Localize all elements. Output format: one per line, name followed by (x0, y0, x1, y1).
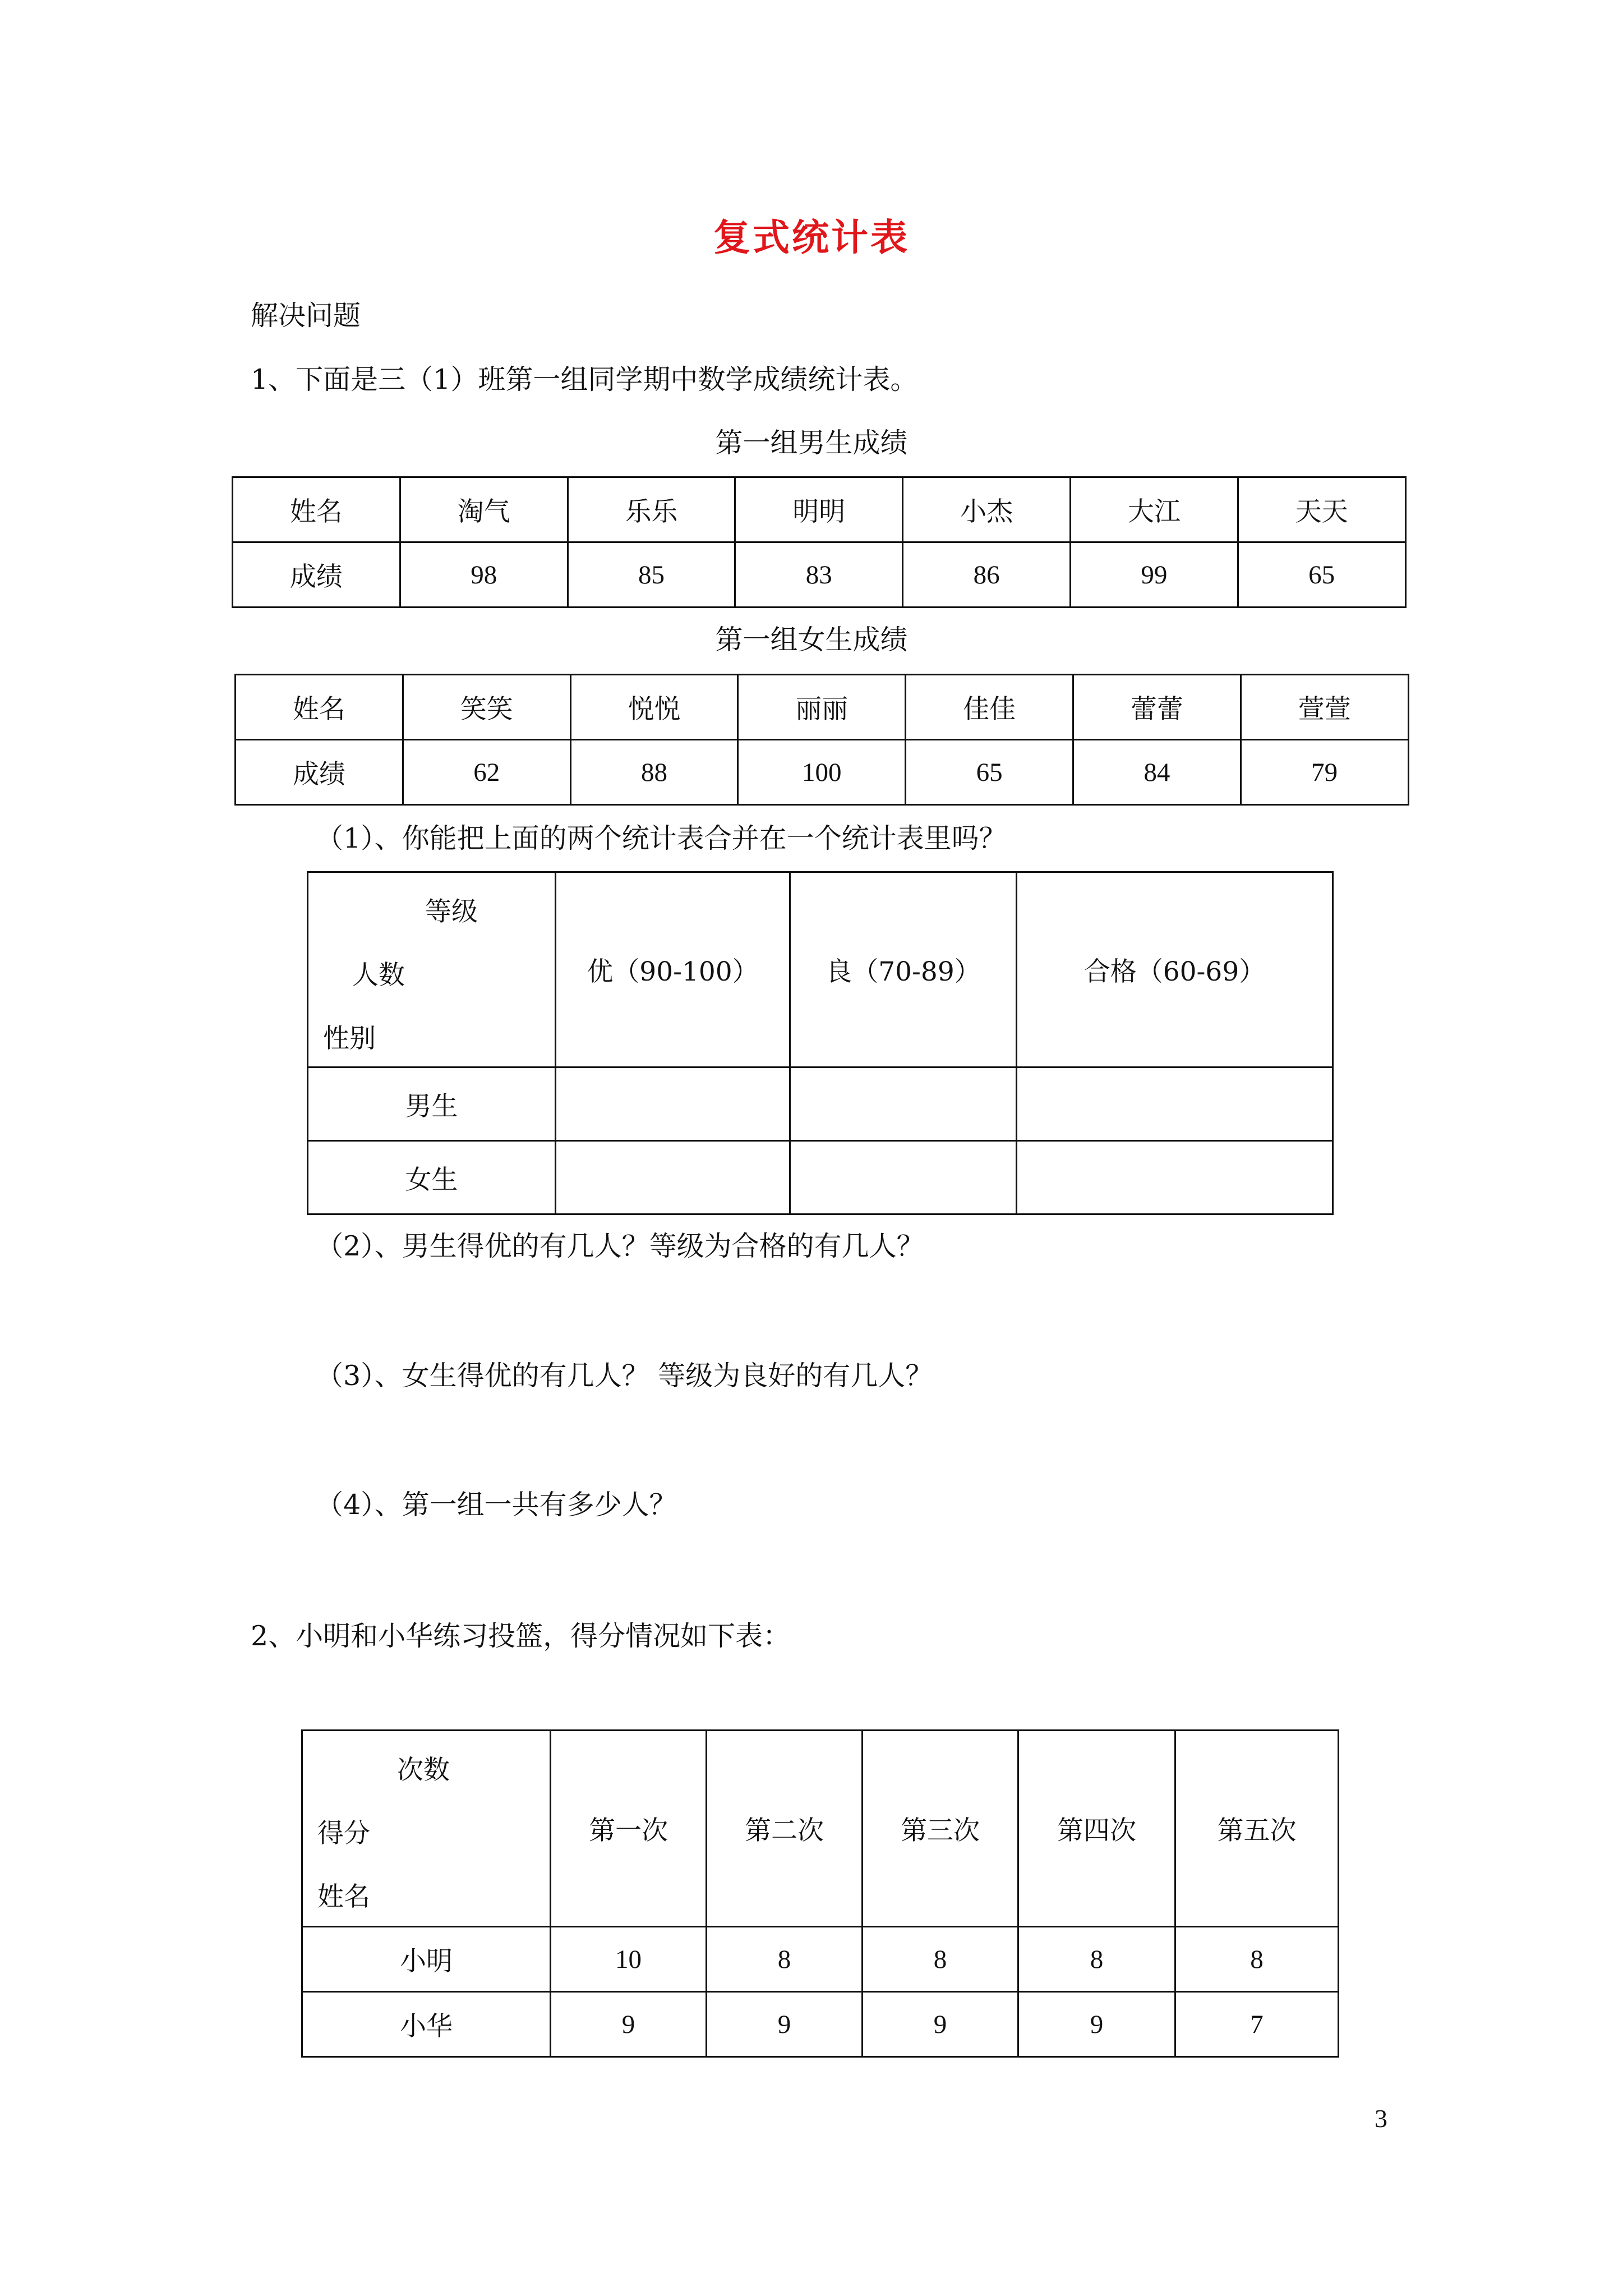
student-score: 65 (1238, 542, 1405, 608)
grade-level-header: 合格（60-69） (1017, 872, 1333, 1068)
score-axis-label: 得分 (317, 1818, 370, 1849)
page-title: 复式统计表 (713, 215, 910, 259)
table-row (236, 675, 1409, 740)
gender-label: 男生 (308, 1068, 556, 1141)
blank-answer-cell[interactable] (1017, 1141, 1333, 1214)
girls-table-caption: 第一组女生成绩 (715, 624, 908, 656)
attempt-score: 10 (551, 1927, 707, 1992)
table-row (308, 1141, 1333, 1214)
student-score: 86 (903, 542, 1071, 608)
player-name: 小明 (302, 1927, 551, 1992)
student-name: 大江 (1070, 477, 1238, 542)
blank-answer-cell[interactable] (556, 1068, 790, 1141)
attempt-score: 9 (707, 1992, 863, 2057)
student-name: 丽丽 (738, 675, 906, 740)
student-score: 79 (1241, 740, 1408, 805)
blank-answer-cell[interactable] (1017, 1068, 1333, 1141)
student-name: 萱萱 (1241, 675, 1408, 740)
gender-label: 女生 (308, 1141, 556, 1214)
score-header: 成绩 (236, 740, 403, 805)
girls-score-table (234, 674, 1409, 806)
attempt-score: 8 (863, 1927, 1018, 1992)
attempt-score: 7 (1175, 1992, 1339, 2057)
score-header: 成绩 (233, 542, 400, 608)
student-name: 明明 (735, 477, 903, 542)
blank-answer-cell[interactable] (556, 1141, 790, 1214)
student-score: 85 (568, 542, 735, 608)
student-score: 88 (570, 740, 738, 805)
question-2-intro: 2、小明和小华练习投篮，得分情况如下表： (251, 1620, 791, 1652)
table-row (302, 1992, 1339, 2057)
diagonal-header-cell (302, 1731, 551, 1927)
sub-question-1: （1）、你能把上面的两个统计表合并在一个统计表里吗？ (316, 822, 1007, 854)
attempt-score: 9 (863, 1992, 1018, 2057)
student-name: 天天 (1238, 477, 1405, 542)
student-score: 99 (1070, 542, 1238, 608)
table-row (236, 740, 1409, 805)
attempt-header: 第一次 (551, 1731, 707, 1927)
blank-answer-cell[interactable] (790, 1068, 1017, 1141)
sub-question-4: （4）、第一组一共有多少人？ (316, 1489, 677, 1521)
basketball-score-table (301, 1729, 1339, 2058)
student-name: 小杰 (903, 477, 1071, 542)
attempt-header: 第二次 (707, 1731, 863, 1927)
sub-question-3: （3）、女生得优的有几人？ 等级为良好的有几人？ (316, 1360, 933, 1392)
attempt-score: 9 (551, 1992, 707, 2057)
student-score: 83 (735, 542, 903, 608)
page-number: 3 (1375, 2104, 1387, 2133)
attempt-header: 第三次 (863, 1731, 1018, 1927)
student-score: 100 (738, 740, 906, 805)
name-axis-label: 姓名 (317, 1881, 370, 1912)
student-score: 65 (906, 740, 1073, 805)
question-1-intro: 1、下面是三（1）班第一组同学期中数学成绩统计表。 (251, 364, 918, 395)
student-name: 乐乐 (568, 477, 735, 542)
sub-question-2: （2）、男生得优的有几人？等级为合格的有几人？ (316, 1230, 924, 1262)
blank-answer-cell[interactable] (790, 1141, 1017, 1214)
attempt-score: 8 (1018, 1927, 1175, 1992)
player-name: 小华 (302, 1992, 551, 2057)
student-name: 笑笑 (403, 675, 570, 740)
table-row (233, 477, 1406, 542)
attempt-header: 第四次 (1018, 1731, 1175, 1927)
attempt-axis-label: 次数 (397, 1755, 450, 1786)
grade-level-header: 良（70-89） (790, 872, 1017, 1068)
count-axis-label: 人数 (352, 960, 405, 991)
boys-score-table (232, 476, 1407, 608)
boys-table-caption: 第一组男生成绩 (715, 427, 908, 459)
table-row (233, 542, 1406, 608)
merged-grade-table (307, 871, 1334, 1215)
attempt-score: 8 (1175, 1927, 1339, 1992)
student-name: 淘气 (400, 477, 568, 542)
table-row (302, 1731, 1339, 1927)
attempt-score: 8 (707, 1927, 863, 1992)
gender-axis-label: 性别 (323, 1023, 376, 1054)
grade-axis-label: 等级 (425, 896, 478, 927)
student-name: 悦悦 (570, 675, 738, 740)
table-row (302, 1927, 1339, 1992)
grade-level-header: 优（90-100） (556, 872, 790, 1068)
student-name: 佳佳 (906, 675, 1073, 740)
attempt-header: 第五次 (1175, 1731, 1339, 1927)
name-header: 姓名 (233, 477, 400, 542)
table-row (308, 1068, 1333, 1141)
name-header: 姓名 (236, 675, 403, 740)
diagonal-header-cell (308, 872, 556, 1068)
section-heading: 解决问题 (251, 300, 361, 332)
student-score: 62 (403, 740, 570, 805)
student-score: 98 (400, 542, 568, 608)
student-score: 84 (1073, 740, 1241, 805)
table-row (308, 872, 1333, 1068)
attempt-score: 9 (1018, 1992, 1175, 2057)
student-name: 蕾蕾 (1073, 675, 1241, 740)
